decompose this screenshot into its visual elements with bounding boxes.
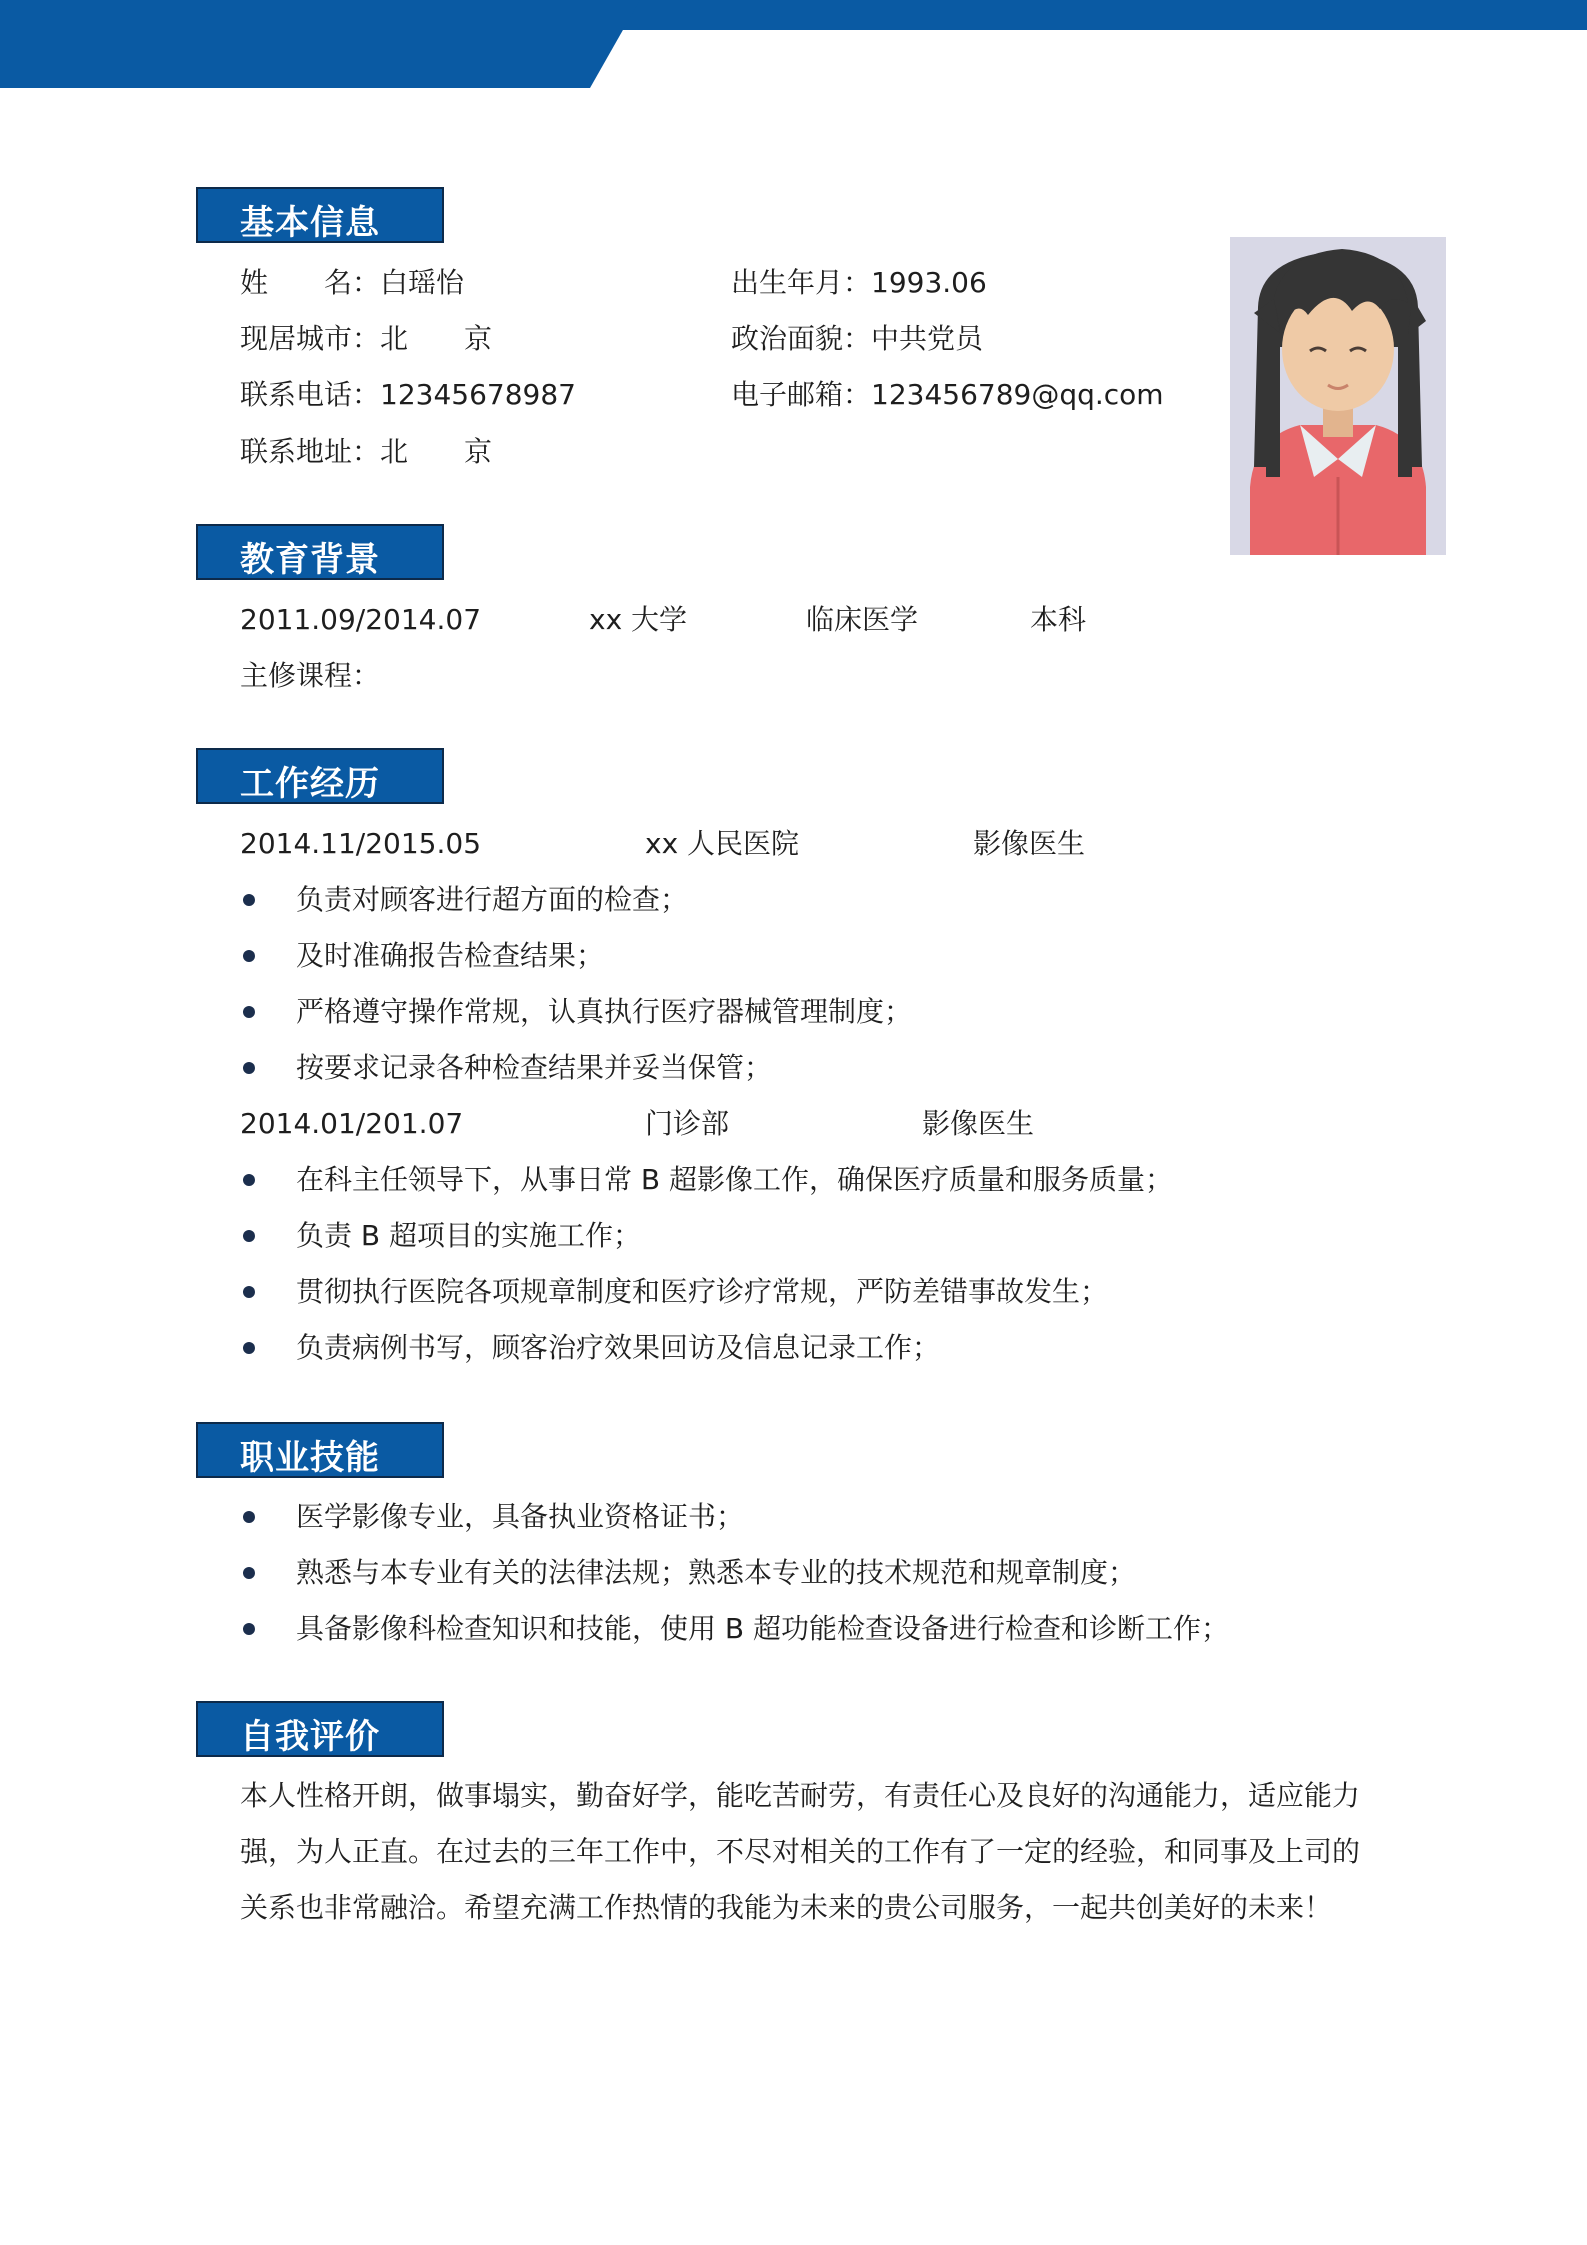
- bullet-icon: [243, 1342, 255, 1354]
- birth-label: 出生年月：: [731, 266, 872, 299]
- edu-courses-label: 主修课程：: [240, 659, 381, 692]
- bullet-icon: [243, 894, 255, 906]
- bullet-icon: [243, 1006, 255, 1018]
- section-header-education: [196, 524, 444, 580]
- work-org: 门诊部: [645, 1107, 730, 1140]
- edu-major: 临床医学: [806, 603, 919, 636]
- politics-value: 中共党员: [871, 322, 984, 355]
- name-label: 姓 名：: [240, 266, 381, 299]
- address-label: 联系地址：: [240, 435, 381, 468]
- work-item: 按要求记录各种检查结果并妥当保管；: [296, 1051, 773, 1084]
- section-header-skills: [196, 1422, 444, 1478]
- edu-period: 2011.09/2014.07: [240, 603, 482, 636]
- work-period: 2014.01/201.07: [240, 1107, 464, 1140]
- bullet-icon: [243, 1062, 255, 1074]
- section-title: 教育背景: [240, 540, 380, 580]
- address-value: 北 京: [380, 435, 493, 468]
- work-item: 在科主任领导下，从事日常 B 超影像工作，确保医疗质量和服务质量；: [296, 1163, 1174, 1196]
- top-banner-tab: [0, 0, 640, 90]
- section-title: 工作经历: [240, 764, 380, 804]
- edu-degree: 本科: [1030, 603, 1087, 636]
- bullet-icon: [243, 1567, 255, 1579]
- section-header-self-eval: [196, 1701, 444, 1757]
- skill-item: 具备影像科检查知识和技能，使用 B 超功能检查设备进行检查和诊断工作；: [296, 1612, 1230, 1645]
- work-item: 负责 B 超项目的实施工作；: [296, 1219, 642, 1252]
- phone-label: 联系电话：: [240, 378, 381, 411]
- bullet-icon: [243, 1174, 255, 1186]
- email-value: 123456789@qq.com: [871, 378, 1164, 411]
- name-value: 白瑶怡: [380, 266, 465, 299]
- bullet-icon: [243, 1230, 255, 1242]
- skill-item: 熟悉与本专业有关的法律法规；熟悉本专业的技术规范和规章制度；: [296, 1556, 1137, 1589]
- work-item: 严格遵守操作常规，认真执行医疗器械管理制度；: [296, 995, 913, 1028]
- section-title: 职业技能: [240, 1438, 380, 1478]
- work-item: 贯彻执行医院各项规章制度和医疗诊疗常规，严防差错事故发生；: [296, 1275, 1109, 1308]
- politics-label: 政治面貌：: [731, 322, 872, 355]
- city-value: 北 京: [380, 322, 493, 355]
- person-avatar-icon: [1230, 237, 1446, 555]
- work-item: 负责病例书写，顾客治疗效果回访及信息记录工作；: [296, 1331, 941, 1364]
- bullet-icon: [243, 950, 255, 962]
- section-header-basic-info: [196, 187, 444, 243]
- self-eval-text: 本人性格开朗，做事塌实，勤奋好学，能吃苦耐劳，有责任心及良好的沟通能力，适应能力强，为人正直。在过去的三年工作中，不尽对相关的工作有了一定的经验，和同事及上司的关系也非常融洽。希望充满工作热情的我能为未来的贵公司服务，一起共创美好的未来！: [240, 1779, 1361, 1924]
- email-label: 电子邮箱：: [731, 378, 872, 411]
- bullet-icon: [243, 1511, 255, 1523]
- city-label: 现居城市：: [240, 322, 381, 355]
- bullet-icon: [243, 1623, 255, 1635]
- birth-value: 1993.06: [871, 266, 987, 299]
- phone-value: 12345678987: [380, 378, 576, 411]
- bullet-icon: [243, 1286, 255, 1298]
- section-title: 基本信息: [240, 203, 380, 243]
- work-item: 负责对顾客进行超方面的检查；: [296, 883, 689, 916]
- work-period: 2014.11/2015.05: [240, 827, 482, 860]
- skill-item: 医学影像专业，具备执业资格证书；: [296, 1500, 745, 1533]
- section-title: 自我评价: [240, 1717, 380, 1757]
- work-org: xx 人民医院: [645, 827, 800, 860]
- work-role: 影像医生: [922, 1107, 1035, 1140]
- work-item: 及时准确报告检查结果；: [296, 939, 605, 972]
- section-header-work: [196, 748, 444, 804]
- edu-school: xx 大学: [589, 603, 688, 636]
- work-role: 影像医生: [973, 827, 1086, 860]
